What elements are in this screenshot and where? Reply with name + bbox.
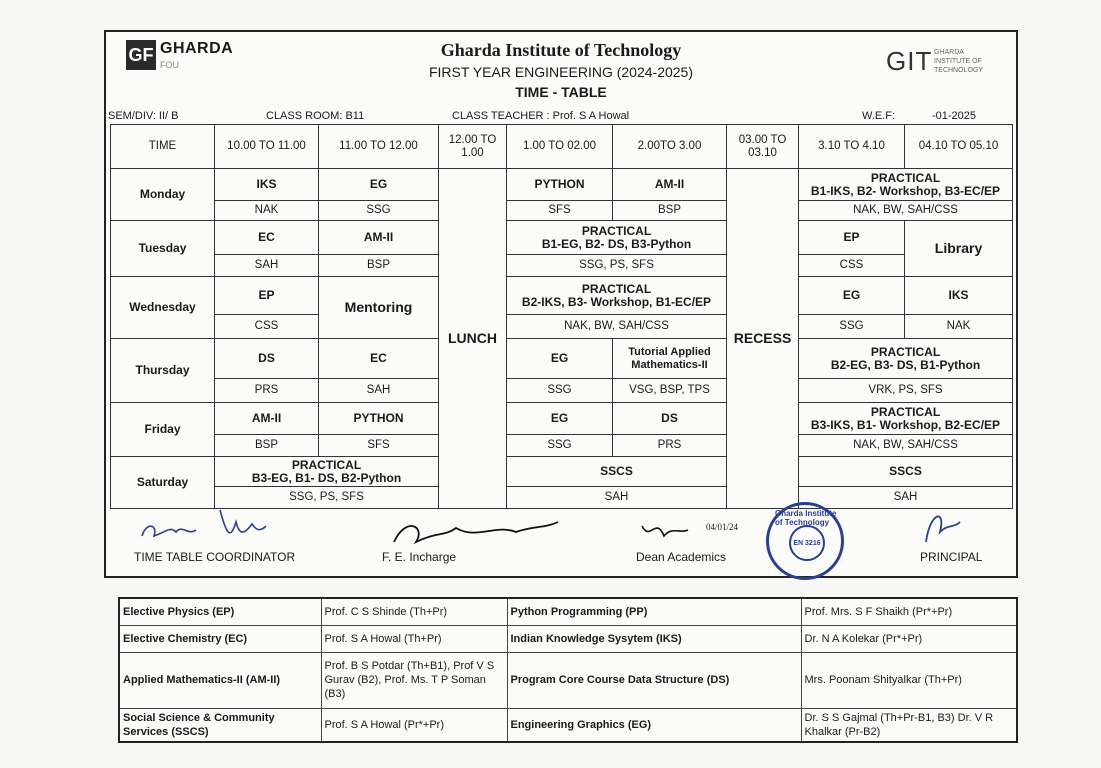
course-name: Applied Mathematics-II (AM-II) bbox=[119, 652, 321, 708]
course-faculty: Prof. S A Howal (Pr*+Pr) bbox=[321, 708, 507, 742]
practical-title: PRACTICAL bbox=[581, 223, 652, 238]
fe-incharge-signature-icon bbox=[386, 506, 566, 556]
day-monday: Monday bbox=[111, 169, 215, 221]
cell-subject: IKS bbox=[215, 169, 319, 201]
git-logo-icon: GIT bbox=[886, 46, 933, 76]
practical-title: PRACTICAL bbox=[870, 344, 941, 359]
cell-faculty: SSG, PS, SFS bbox=[215, 487, 439, 509]
cell-faculty: CSS bbox=[799, 255, 905, 277]
cell-subject: EP bbox=[215, 277, 319, 315]
coordinator-label: TIME TABLE COORDINATOR bbox=[134, 550, 296, 564]
day-saturday: Saturday bbox=[111, 457, 215, 509]
practical-detail: B2-EG, B3- DS, B1-Python bbox=[830, 357, 981, 372]
dean-date: 04/01/24 bbox=[706, 522, 739, 532]
slot-header: 2.00TO 3.00 bbox=[613, 125, 727, 169]
time-label: TIME bbox=[111, 125, 215, 169]
cell-faculty: NAK, BW, SAH/CSS bbox=[507, 315, 727, 339]
cell-subject: PYTHON bbox=[507, 169, 613, 201]
practical-detail: B2-IKS, B3- Workshop, B1-EC/EP bbox=[521, 294, 712, 309]
program-title: FIRST YEAR ENGINEERING (2024-2025) bbox=[428, 64, 694, 80]
course-name: Program Core Course Data Structure (DS) bbox=[507, 652, 801, 708]
git-logo-text: GHARDA INSTITUTE OF TECHNOLOGY bbox=[934, 49, 984, 74]
cell-subject: DS bbox=[613, 403, 727, 435]
practical-detail: B3-EG, B1- DS, B2-Python bbox=[251, 470, 402, 485]
cell-subject: SSCS bbox=[507, 457, 727, 487]
seal-code: EN 3216 bbox=[789, 525, 825, 561]
cell-faculty: NAK, BW, SAH/CSS bbox=[799, 435, 1013, 457]
practical-title: PRACTICAL bbox=[870, 404, 941, 419]
cell-faculty: CSS bbox=[215, 315, 319, 339]
practical-detail: B1-EG, B2- DS, B3-Python bbox=[541, 236, 692, 251]
cell-subject: EG bbox=[507, 403, 613, 435]
document-title: TIME - TABLE bbox=[515, 84, 607, 100]
fe-incharge-label: F. E. Incharge bbox=[382, 550, 457, 564]
time-header-row bbox=[111, 125, 1013, 169]
principal-signature-icon bbox=[916, 502, 966, 550]
course-name: Elective Chemistry (EC) bbox=[119, 625, 321, 652]
cell-faculty: SSG, PS, SFS bbox=[507, 255, 727, 277]
course-name: Social Science & Community Services (SSCS) bbox=[119, 708, 321, 742]
practical-title: PRACTICAL bbox=[581, 281, 652, 296]
gf-logo-icon: GF bbox=[126, 40, 156, 70]
slot-header: 04.10 TO 05.10 bbox=[905, 125, 1013, 169]
cell-subject: Mentoring bbox=[319, 277, 439, 339]
course-name: Indian Knowledge Sysytem (IKS) bbox=[507, 625, 801, 652]
lunch-cell: LUNCH bbox=[439, 169, 507, 509]
wef-value: -01-2025 bbox=[932, 110, 977, 122]
slot-header: 3.10 TO 4.10 bbox=[799, 125, 905, 169]
course-name: Engineering Graphics (EG) bbox=[507, 708, 801, 742]
cell-faculty: SAH bbox=[507, 487, 727, 509]
cell-faculty: VRK, PS, SFS bbox=[799, 379, 1013, 403]
practical-title: PRACTICAL bbox=[291, 457, 362, 472]
cell-faculty: SAH bbox=[799, 487, 1013, 509]
seal-text: Gharda Institute of Technology bbox=[775, 509, 837, 527]
cell-subject: SSCS bbox=[799, 457, 1013, 487]
table-row bbox=[119, 708, 1017, 742]
coordinator-signature-icon bbox=[136, 502, 286, 550]
practical-title: PRACTICAL bbox=[870, 170, 941, 185]
cell-subject: IKS bbox=[905, 277, 1013, 315]
practical-cell bbox=[799, 403, 1013, 435]
git-logo bbox=[886, 46, 996, 86]
timetable-grid bbox=[110, 124, 1013, 509]
class-teacher: CLASS TEACHER : Prof. S A Howal bbox=[452, 110, 630, 122]
course-faculty: Prof. S A Howal (Th+Pr) bbox=[321, 625, 507, 652]
cell-faculty: BSP bbox=[613, 201, 727, 221]
course-name: Elective Physics (EP) bbox=[119, 598, 321, 625]
cell-subject: EP bbox=[799, 221, 905, 255]
course-faculty: Dr. N A Kolekar (Pr*+Pr) bbox=[801, 625, 1017, 652]
course-name: Python Programming (PP) bbox=[507, 598, 801, 625]
wef-label: W.E.F: bbox=[862, 110, 895, 122]
cell-faculty: VSG, BSP, TPS bbox=[613, 379, 727, 403]
course-faculty: Prof. B S Potdar (Th+B1), Prof V S Gurav (B2), Prof. Ms. T P Soman (B3) bbox=[321, 652, 507, 708]
cell-faculty: NAK, BW, SAH/CSS bbox=[799, 201, 1013, 221]
cell-faculty: NAK bbox=[215, 201, 319, 221]
principal-label: PRINCIPAL bbox=[920, 550, 983, 564]
cell-faculty: SAH bbox=[215, 255, 319, 277]
cell-faculty: SSG bbox=[319, 201, 439, 221]
cell-faculty: NAK bbox=[905, 315, 1013, 339]
dean-label: Dean Academics bbox=[636, 550, 727, 564]
slot-header: 11.00 TO 12.00 bbox=[319, 125, 439, 169]
cell-faculty: PRS bbox=[215, 379, 319, 403]
cell-subject: EG bbox=[319, 169, 439, 201]
logo-sub: FOU bbox=[160, 60, 179, 70]
cell-subject: EG bbox=[507, 339, 613, 379]
cell-subject: EG bbox=[799, 277, 905, 315]
meta-row bbox=[106, 110, 1016, 124]
practical-cell bbox=[215, 457, 439, 487]
course-faculty: Mrs. Poonam Shityalkar (Th+Pr) bbox=[801, 652, 1017, 708]
course-faculty: Prof. Mrs. S F Shaikh (Pr*+Pr) bbox=[801, 598, 1017, 625]
practical-detail: B1-IKS, B2- Workshop, B3-EC/EP bbox=[810, 183, 1001, 198]
day-friday: Friday bbox=[111, 403, 215, 457]
practical-cell bbox=[507, 221, 727, 255]
cell-faculty: BSP bbox=[215, 435, 319, 457]
cell-subject: AM-II bbox=[613, 169, 727, 201]
practical-cell bbox=[507, 277, 727, 315]
day-wednesday: Wednesday bbox=[111, 277, 215, 339]
cell-faculty: SSG bbox=[507, 435, 613, 457]
institute-seal-icon bbox=[766, 502, 844, 580]
slot-header: 12.00 TO 1.00 bbox=[439, 125, 507, 169]
table-row bbox=[119, 598, 1017, 625]
cell-subject: AM-II bbox=[215, 403, 319, 435]
cell-faculty: SSG bbox=[799, 315, 905, 339]
cell-faculty: SFS bbox=[319, 435, 439, 457]
institute-title: Gharda Institute of Technology bbox=[440, 40, 682, 60]
sem-div: SEM/DIV: II/ B bbox=[108, 110, 179, 122]
cell-subject: DS bbox=[215, 339, 319, 379]
cell-faculty: SSG bbox=[507, 379, 613, 403]
signature-row bbox=[106, 502, 1016, 576]
day-tuesday: Tuesday bbox=[111, 221, 215, 277]
cell-faculty: SAH bbox=[319, 379, 439, 403]
slot-header: 1.00 TO 02.00 bbox=[507, 125, 613, 169]
course-faculty: Prof. C S Shinde (Th+Pr) bbox=[321, 598, 507, 625]
cell-faculty: PRS bbox=[613, 435, 727, 457]
recess-cell: RECESS bbox=[727, 169, 799, 509]
day-thursday: Thursday bbox=[111, 339, 215, 403]
cell-subject: PYTHON bbox=[319, 403, 439, 435]
table-row bbox=[119, 652, 1017, 708]
logo-name: GHARDA bbox=[160, 40, 234, 57]
practical-cell bbox=[799, 339, 1013, 379]
slot-header: 10.00 TO 11.00 bbox=[215, 125, 319, 169]
class-room: CLASS ROOM: B11 bbox=[266, 110, 365, 122]
cell-subject: AM-II bbox=[319, 221, 439, 255]
cell-faculty: SFS bbox=[507, 201, 613, 221]
cell-subject: EC bbox=[215, 221, 319, 255]
table-row bbox=[119, 625, 1017, 652]
timetable-sheet bbox=[104, 30, 1018, 578]
sheet-header bbox=[106, 32, 1016, 108]
cell-subject: Tutorial Applied Mathematics-II bbox=[613, 339, 727, 379]
practical-cell bbox=[799, 169, 1013, 201]
cell-subject: EC bbox=[319, 339, 439, 379]
elective-table bbox=[118, 597, 1018, 743]
course-faculty: Dr. S S Gajmal (Th+Pr-B1, B3) Dr. V R Khalkar (Pr-B2) bbox=[801, 708, 1017, 742]
cell-subject: Library bbox=[905, 221, 1013, 277]
practical-detail: B3-IKS, B1- Workshop, B2-EC/EP bbox=[810, 417, 1001, 432]
slot-header: 03.00 TO 03.10 bbox=[727, 125, 799, 169]
cell-faculty: BSP bbox=[319, 255, 439, 277]
